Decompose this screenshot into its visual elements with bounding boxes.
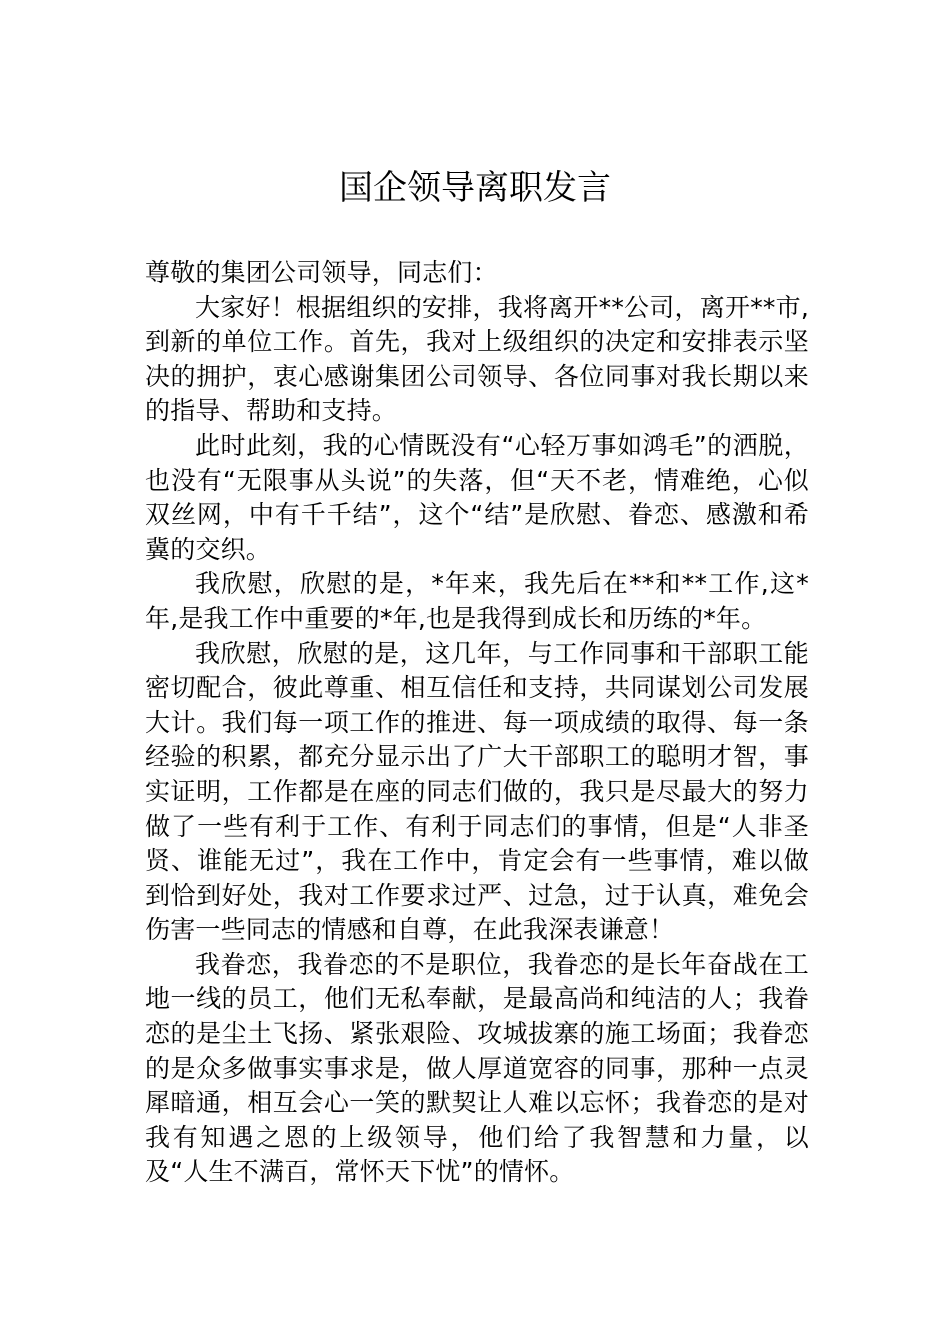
salutation: 尊敬的集团公司领导，同志们： — [145, 258, 498, 287]
paragraph-gratified-years: 我欣慰，欣慰的是，*年来，我先后在**和**工作,这*年,是我工作中重要的*年,也是我得到成长和历练的*年。 — [145, 569, 809, 633]
document-body — [145, 256, 809, 1190]
paragraph-feelings: 此时此刻，我的心情既没有“心轻万事如鸿毛”的洒脱，也没有“无限事从头说”的失落，但“天不老，情难绝，心似双丝网，中有千千结”，这个“结”是欣慰、眷恋、感激和希冀的交织。 — [145, 430, 809, 564]
paragraph-greeting: 大家好！根据组织的安排，我将离开**公司，离开**市,到新的单位工作。首先，我对上级组织的决定和安排表示坚决的拥护，衷心感谢集团公司领导、各位同事对我长期以来的指导、帮助和支持。 — [145, 292, 809, 426]
paragraph-gratified-colleagues: 我欣慰，欣慰的是，这几年，与工作同事和干部职工能密切配合，彼此尊重、相互信任和支持，共同谋划公司发展大计。我们每一项工作的推进、每一项成绩的取得、每一条经验的积累，都充分显示出了广大干部职工的聪明才智，事实证明，工作都是在座的同志们做的，我只是尽最大的努力做了一些有利于工作、有利于同志们的事情，但是“人非圣贤、谁能无过”，我在工作中，肯定会有一些事情，难以做到恰到好处，我对工作要求过严、过急，过于认真，难免会伤害一些同志的情感和自尊，在此我深表谦意！ — [145, 638, 809, 945]
document-title: 国企领导离职发言 — [339, 168, 611, 208]
paragraph-attachment: 我眷恋，我眷恋的不是职位，我眷恋的是长年奋战在工地一线的员工，他们无私奉献，是最高尚和纯洁的人；我眷恋的是尘土飞扬、紧张艰险、攻城拔寨的施工场面；我眷恋的是众多做事实事求是，做人厚道宽容的同事，那种一点灵犀暗通，相互会心一笑的默契让人难以忘怀；我眷恋的是对我有知遇之恩的上级领导，他们给了我智慧和力量，以及“人生不满百，常怀天下忧”的情怀。 — [145, 949, 809, 1187]
